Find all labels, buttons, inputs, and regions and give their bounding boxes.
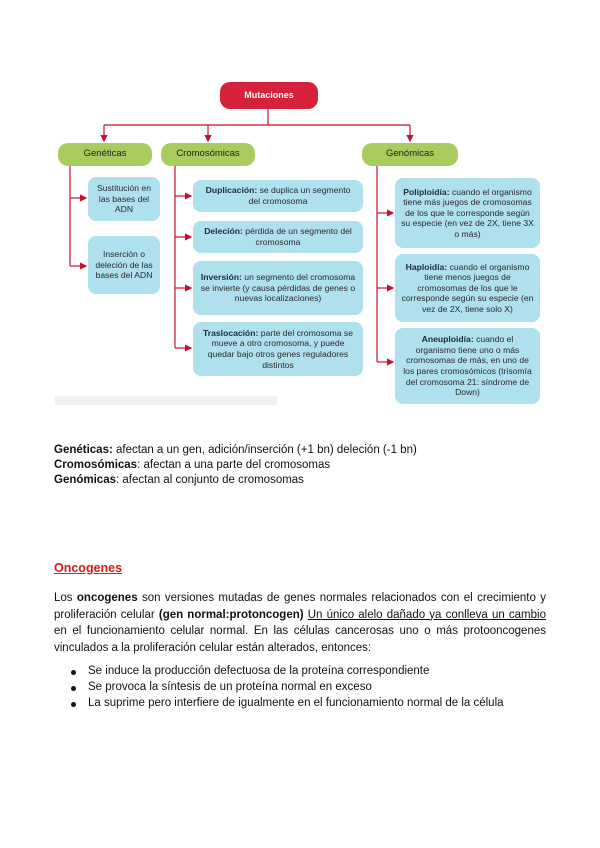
mutations-diagram (0, 0, 600, 410)
bullet-dot (71, 686, 76, 691)
cromosomicas-item-3-text: un segmento del cromosoma se invierte (y causa pérdidas de genes o nuevas localizaciones) (200, 272, 356, 304)
definition-genomicas (54, 473, 417, 488)
cromosomicas-item-2-text: pérdida de un segmento del cromosoma (242, 226, 352, 247)
cromosomicas-item-3 (193, 261, 363, 315)
cromosomicas-item-4 (193, 322, 363, 376)
category-geneticas: Genéticas (58, 143, 152, 166)
cromosomicas-item-4-text: parte del cromosoma se mueve a otro cromosoma, y puede quedar bajo otros genes reguladores distintos (207, 327, 353, 370)
root-node: Mutaciones (220, 82, 318, 109)
list-item (54, 696, 504, 712)
definition-term: Cromosómicas (54, 459, 138, 471)
cromosomicas-item-3-term: Inversión: (200, 272, 242, 283)
cromosomicas-item-4-term: Traslocación: (203, 327, 259, 338)
genomicas-item-1 (395, 178, 540, 248)
para-text: en el funcionamiento celular normal. En las células cancerosas uno o más protooncogenes vinculados a la proliferación celular están alterados, entonces: (54, 625, 546, 654)
geneticas-item-2 (88, 236, 160, 294)
cromosomicas-item-1-text: se duplica un segmento del cromosoma (248, 185, 351, 206)
definition-term: Genómicas (54, 474, 116, 486)
para-bold-gen-normal: (gen normal:protoncogen) (158, 608, 304, 621)
definition-text: afectan a un gen, adición/inserción (+1 bn) deleción (-1 bn) (112, 444, 417, 456)
list-item (54, 664, 504, 680)
genomicas-item-3-term: Aneuploidía: (421, 334, 474, 345)
definition-geneticas (54, 443, 417, 458)
para-text: son versiones mutadas de genes normales relacionados con el crecimiento y proliferación celular (54, 592, 546, 621)
para-text: Los (54, 592, 77, 604)
cromosomicas-item-2 (193, 221, 363, 253)
list-item-text: Se induce la producción defectuosa de la proteína correspondiente (88, 665, 430, 677)
geneticas-item-1-text: Sustitución en las bases del ADN (97, 183, 151, 215)
genomicas-item-1-term: Poliploidía: (403, 186, 450, 197)
cromosomicas-item-1 (193, 180, 363, 212)
genomicas-item-1-text: cuando el organismo tiene más juegos de cromosomas de los que le corresponde según su especie (en vez de 2X, tiene 3X o más) (401, 186, 534, 239)
bullet-dot (71, 702, 76, 707)
para-term-oncogenes: oncogenes (76, 592, 138, 604)
oncogenes-paragraph (54, 590, 546, 656)
list-item-text: La suprime pero interfiere de igualmente en el funcionamiento normal de la célula (88, 696, 504, 709)
definition-cromosomicas (54, 458, 417, 473)
genomicas-item-2 (395, 254, 540, 322)
para-underlined: Un único alelo dañado ya conlleva un cambio (307, 608, 546, 621)
genomicas-item-2-term: Haploidía: (405, 261, 448, 272)
section-title-oncogenes: Oncogenes (54, 561, 123, 575)
category-genomicas: Genómicas (362, 143, 458, 166)
cromosomicas-item-2-term: Deleción: (204, 226, 243, 237)
geneticas-item-1 (88, 177, 160, 221)
definition-term: Genéticas: (54, 444, 113, 456)
definitions-block (54, 443, 417, 488)
list-item-text: Se provoca la síntesis de un proteína normal en exceso (88, 680, 372, 693)
definition-text: : afectan al conjunto de cromosomas (116, 474, 304, 486)
definition-text: : afectan a una parte del cromosomas (137, 459, 331, 471)
geneticas-item-2-text: Inserción o deleción de las bases del ADN (95, 249, 153, 281)
image-caption-bar (55, 396, 277, 405)
genomicas-item-2-text: cuando el organismo tiene menos juegos de cromosomas de los que le corresponde según su especie (en vez de 2X, tiene solo X) (401, 261, 534, 314)
cromosomicas-item-1-term: Duplicación: (205, 185, 258, 196)
category-cromosomicas: Cromosómicas (161, 143, 255, 166)
list-item (54, 680, 504, 696)
oncogenes-bullet-list (54, 664, 504, 711)
bullet-dot (71, 670, 76, 675)
genomicas-item-3-text: cuando el organismo tiene uno o más cromosomas de más, en uno de los pares cromosómicos (trisomía del cromosoma 21: síndrome de Down) (403, 334, 532, 398)
genomicas-item-3 (395, 328, 540, 404)
